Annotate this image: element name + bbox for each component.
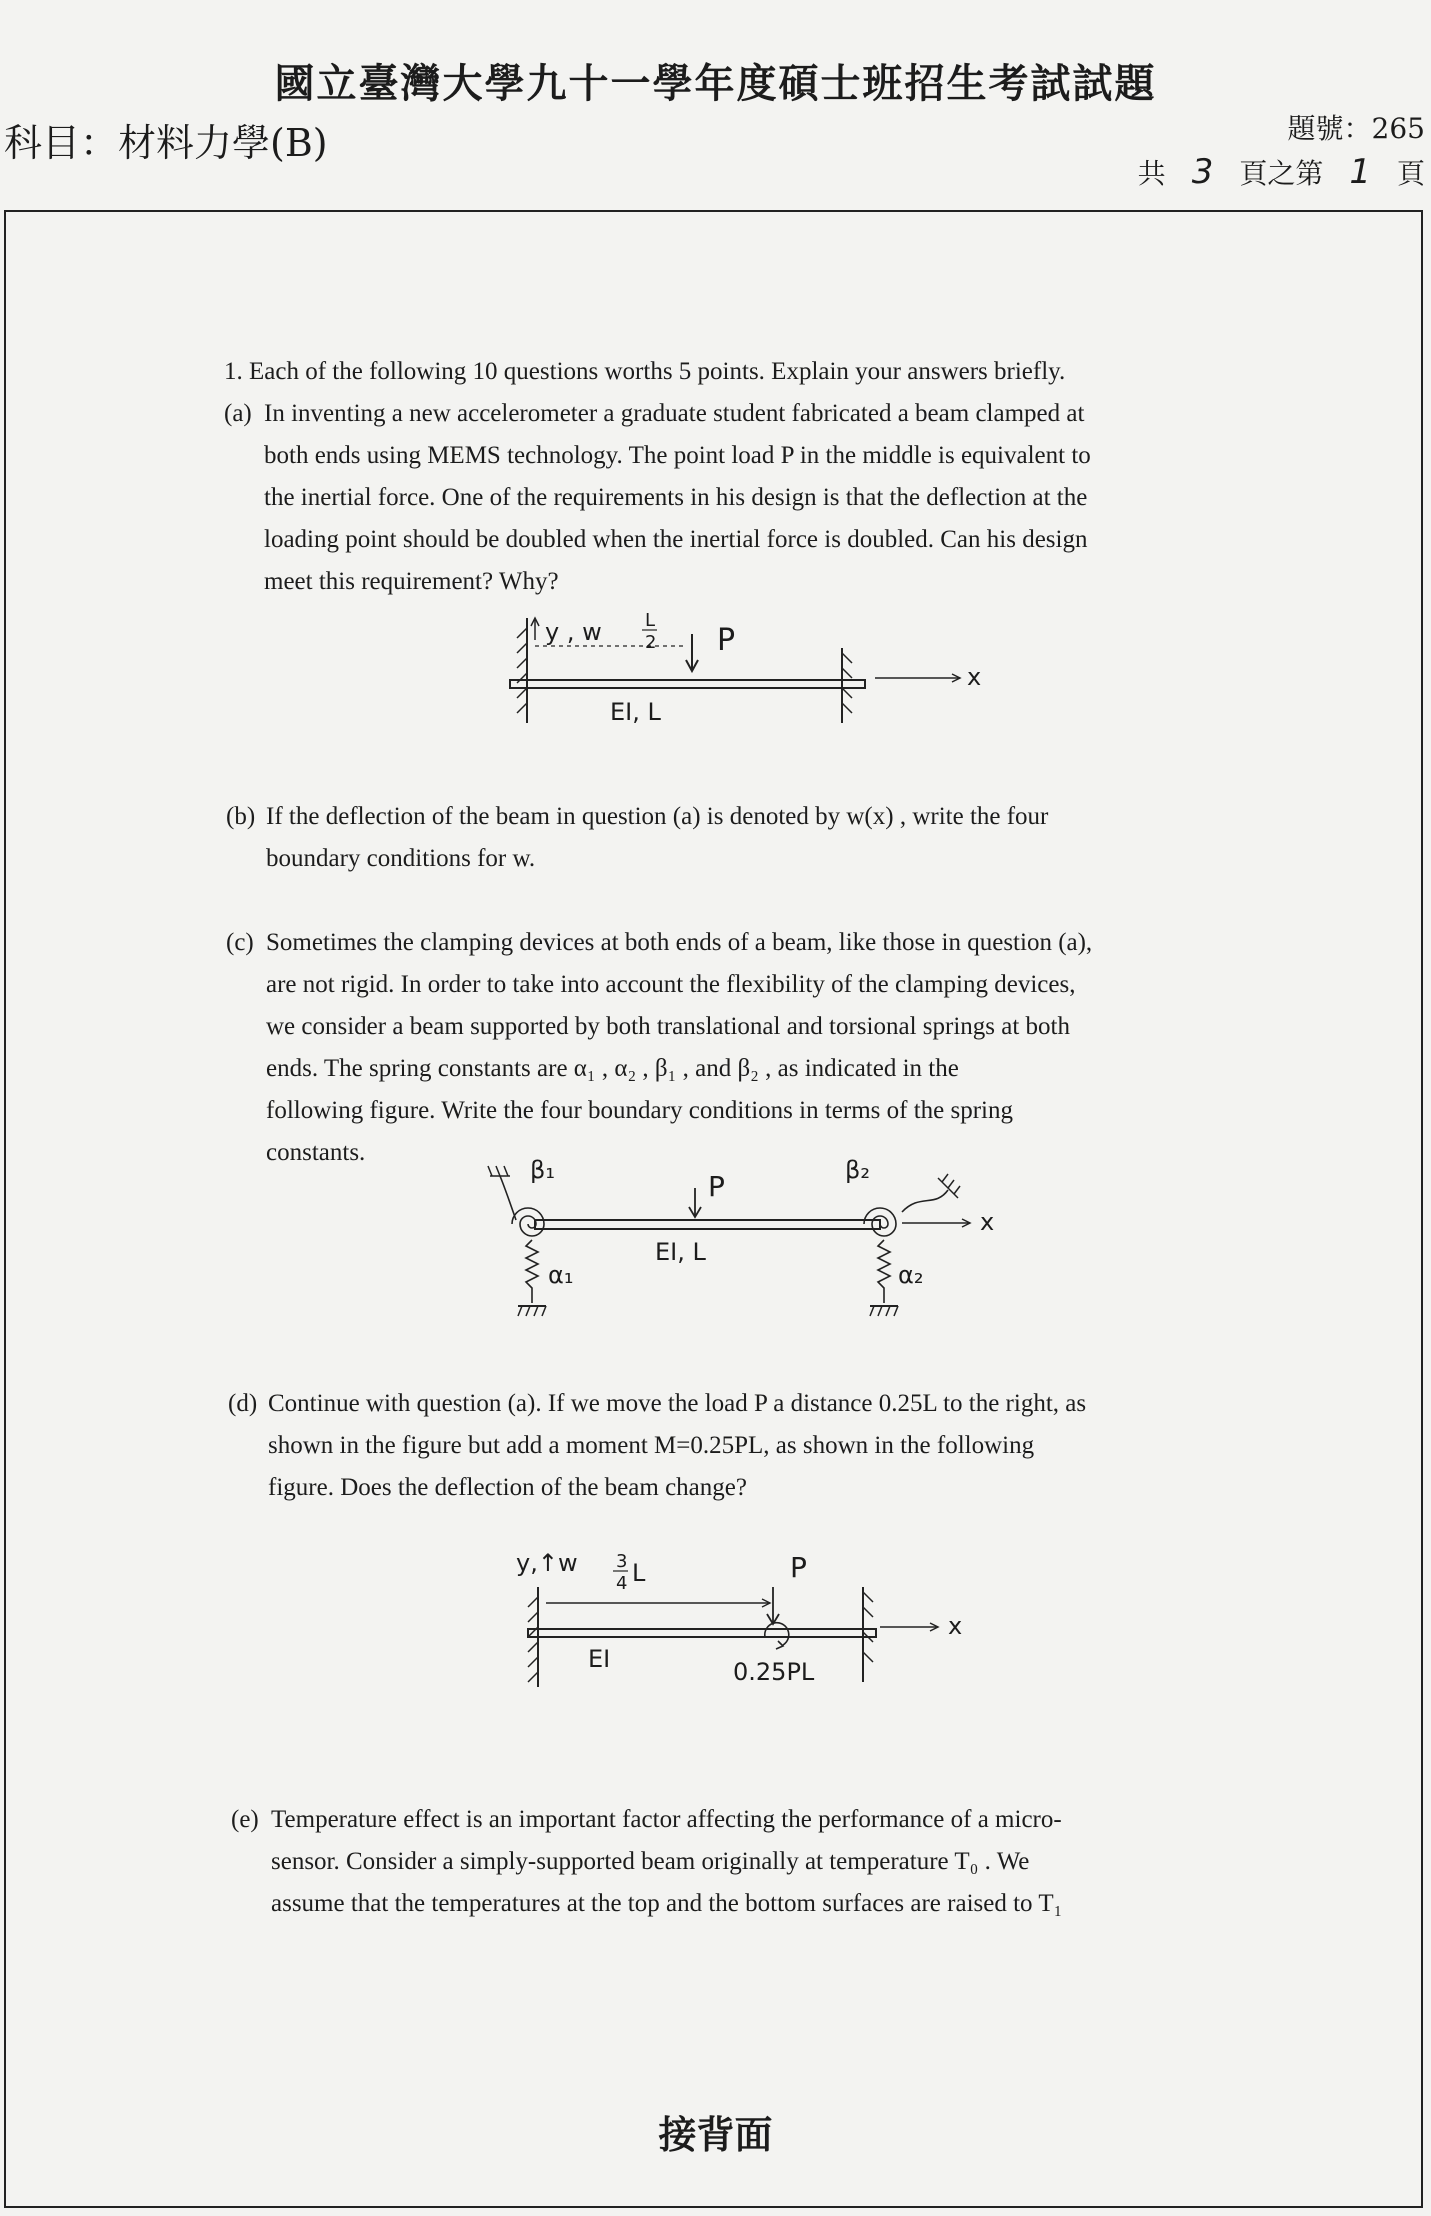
pages-suffix: 頁 <box>1396 157 1425 190</box>
fig-c-x-axis: x <box>980 1208 995 1236</box>
fig-a-beam-label: EI, L <box>610 698 661 726</box>
fig-d-dist-num: 3 <box>616 1551 628 1572</box>
part-a-line-5: meet this requirement? Why? <box>264 568 559 595</box>
fig-a-axis-label: y , w <box>545 618 602 646</box>
part-b-label: (b) <box>226 803 256 830</box>
pages-mid: 頁之第 <box>1239 157 1324 190</box>
question-intro <box>224 351 1091 603</box>
pages-total: 3 <box>1191 152 1214 192</box>
part-b-line-1: (b) If the deflection of the beam in question (a) is denoted by w(x) , write the four <box>226 796 1048 838</box>
fig-c-beta1: β₁ <box>530 1156 555 1184</box>
part-e-line-2: sensor. Consider a simply-supported beam originally at temperature T₀ . We <box>271 1848 1030 1875</box>
part-a-line-3: the inertial force. One of the requirements in his design is that the deflection at the <box>264 484 1088 511</box>
part-a-line-2: both ends using MEMS technology. The point load P in the middle is equivalent to <box>264 442 1091 469</box>
continue-on-back: 接背面 <box>658 2112 773 2157</box>
pages-prefix: 共 <box>1137 157 1166 190</box>
part-c-line-2: are not rigid. In order to take into account the flexibility of the clamping devices, <box>266 971 1076 998</box>
part-c-line-5: following figure. Write the four boundary conditions in terms of the spring <box>266 1097 1013 1124</box>
fig-d-axis-label: y,↑w <box>516 1549 578 1577</box>
fig-a-load-label: P <box>717 623 736 658</box>
intro-line: 1. Each of the following 10 questions worths 5 points. Explain your answers briefly. <box>224 358 1066 385</box>
fig-c-beam-label: EI, L <box>655 1238 706 1266</box>
exam-subject: 科目：材料力學(B) <box>4 121 328 165</box>
part-c-line-1: (c) Sometimes the clamping devices at both ends of a beam, like those in question (a), <box>226 922 1092 964</box>
part-a-line-1: (a) In inventing a new accelerometer a graduate student fabricated a beam clamped at <box>224 393 1091 435</box>
part-c <box>226 922 1092 1174</box>
fig-d-moment-label: 0.25PL <box>733 1658 815 1686</box>
fig-c-alpha1: α₁ <box>548 1261 574 1289</box>
part-a-line-4: loading point should be doubled when the inertial force is doubled. Can his design <box>264 526 1088 553</box>
exam-code: 題號：265 <box>1287 112 1425 145</box>
fig-c-alpha2: α₂ <box>898 1261 924 1289</box>
part-d-label: (d) <box>228 1390 258 1417</box>
part-b-line-2: boundary conditions for w. <box>266 845 536 872</box>
part-d-line-3: figure. Does the deflection of the beam change? <box>268 1474 747 1501</box>
part-d-line-2: shown in the figure but add a moment M=0.25PL, as shown in the following <box>268 1432 1035 1459</box>
fig-d-x-axis: x <box>948 1612 963 1640</box>
fig-d-dist-unit: L <box>632 1559 646 1587</box>
part-e-label: (e) <box>231 1806 259 1833</box>
part-b <box>226 796 1048 880</box>
pages-current: 1 <box>1349 152 1371 192</box>
part-c-line-4: ends. The spring constants are α₁ , α₂ , β₁ , and β₂ , as indicated in the <box>266 1055 959 1082</box>
part-a-label: (a) <box>224 400 252 427</box>
fig-d-beam-label: EI <box>588 1645 611 1673</box>
fig-a-dist-den: 2 <box>645 632 657 653</box>
part-c-line-3: we consider a beam supported by both translational and torsional springs at both <box>266 1013 1070 1040</box>
fig-d-load-label: P <box>790 1551 807 1584</box>
fig-d-dist-den: 4 <box>616 1573 628 1594</box>
part-e-line-1: (e) Temperature effect is an important factor affecting the performance of a micro- <box>231 1799 1062 1841</box>
exam-title: 國立臺灣大學九十一學年度碩士班招生考試試題 <box>274 60 1157 107</box>
figure-d-moment-beam <box>508 1537 978 1697</box>
part-c-label: (c) <box>226 929 254 956</box>
figure-a-clamped-beam <box>505 608 1005 733</box>
fig-a-x-axis: x <box>967 663 982 691</box>
fig-c-beta2: β₂ <box>845 1156 870 1184</box>
fig-c-load-label: P <box>708 1170 725 1203</box>
part-d-line-1: (d) Continue with question (a). If we move the load P a distance 0.25L to the right, as <box>228 1383 1086 1425</box>
page-indicator <box>1138 152 1425 192</box>
part-d <box>228 1383 1086 1509</box>
part-e <box>231 1799 1062 1925</box>
part-e-line-3: assume that the temperatures at the top and the bottom surfaces are raised to T₁ <box>271 1890 1063 1917</box>
fig-a-dist-num: L <box>645 610 656 631</box>
figure-c-spring-supported-beam <box>470 1148 1030 1333</box>
part-c-line-6: constants. <box>266 1139 366 1166</box>
